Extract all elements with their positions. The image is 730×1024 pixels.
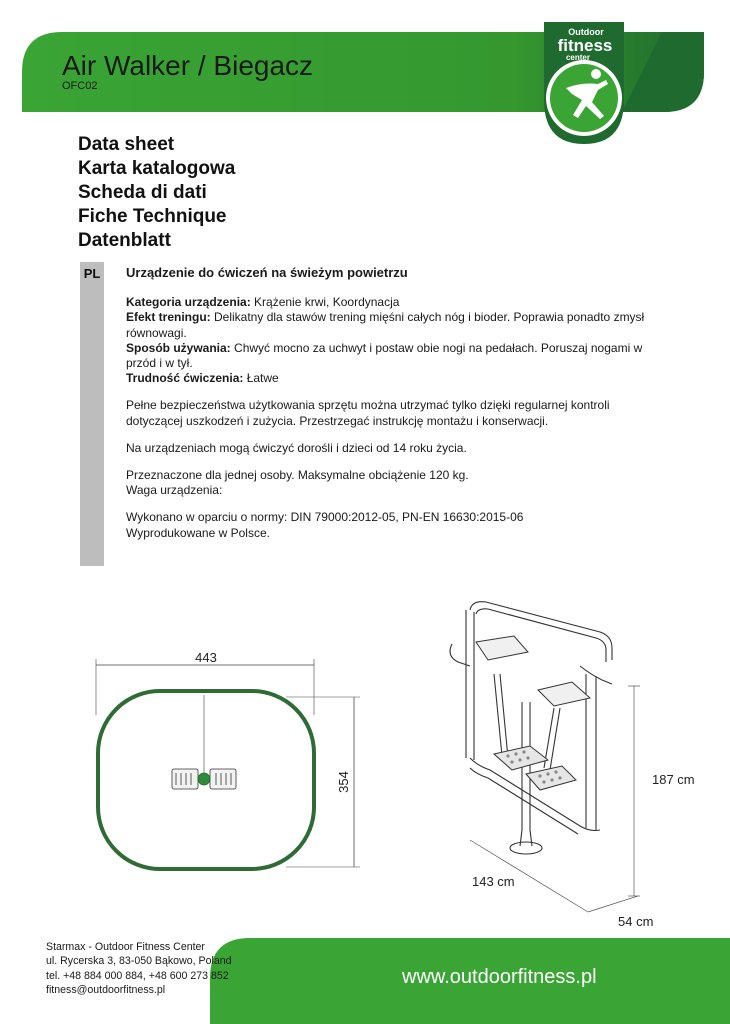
category-value: Krążenie krwi, Koordynacja — [250, 295, 400, 310]
company-address: ul. Rycerska 3, 83-050 Bąkowo, Poland — [46, 955, 232, 968]
category-label: Kategoria urządzenia: — [126, 295, 251, 310]
safety-text: Pełne bezpieczeństwa użytkowania sprzętu można utrzymać tylko dzięki regularnej kontroli dotyczącej uszkodzeń i zużycia. Przestrzegać instrukcję montażu i konserwacji. — [126, 398, 610, 428]
website-link[interactable]: www.outdoorfitness.pl — [402, 966, 597, 988]
language-bar — [80, 262, 104, 566]
usage-label: Sposób używania: — [126, 340, 231, 355]
made-in-text: Wyprodukowane w Polsce. — [126, 525, 270, 540]
description-block — [126, 265, 656, 541]
plan-depth-label: 354 — [336, 771, 351, 793]
difficulty-line — [126, 371, 656, 386]
product-title: Air Walker / Biegacz — [62, 50, 314, 81]
logo-line1: Outdoor — [568, 27, 604, 37]
sheet-title-pl: Karta katalogowa — [78, 158, 236, 179]
brand-logo — [538, 22, 630, 144]
company-phone: tel. +48 884 000 884, +48 600 273 852 — [46, 969, 229, 982]
logo-line3: center — [565, 53, 591, 62]
sheet-title-en: Data sheet — [78, 134, 175, 155]
capacity-text: Przeznaczone dla jednej osoby. Maksymalne obciążenie 120 kg. — [126, 468, 469, 483]
section-heading: Urządzenie do ćwiczeń na świeżym powietrzu — [126, 265, 408, 280]
effect-label: Efekt treningu: — [126, 310, 211, 325]
effect-line — [126, 310, 656, 340]
plan-width-label: 443 — [195, 650, 217, 665]
usage-value: Chwyć mocno za uchwyt i postaw obie nogi na pedałach. Poruszaj nogami w przód i w tył. — [126, 340, 643, 371]
width-dimension: 54 cm — [618, 914, 654, 929]
age-text: Na urządzeniach mogą ćwiczyć dorośli i dzieci od 14 roku życia. — [126, 440, 467, 455]
company-info — [46, 940, 232, 997]
plan-view-drawing — [86, 645, 376, 890]
product-code: OFC02 — [62, 80, 98, 92]
norms-text: Wykonano w oparciu o normy: DIN 79000:2012-05, PN-EN 16630:2015-06 — [126, 510, 524, 525]
language-code: PL — [83, 266, 101, 281]
height-dimension: 187 cm — [652, 772, 695, 787]
sheet-title-fr: Fiche Technique — [78, 206, 227, 227]
company-email[interactable]: fitness@outdoorfitness.pl — [46, 983, 166, 996]
difficulty-label: Trudność ćwiczenia: — [126, 371, 244, 386]
usage-line — [126, 341, 656, 371]
difficulty-value: Łatwe — [243, 371, 279, 386]
weight-text: Waga urządzenia: — [126, 483, 223, 498]
isometric-view-drawing — [430, 590, 710, 935]
sheet-title-de: Datenblatt — [78, 230, 171, 251]
sheet-title-it: Scheda di dati — [78, 182, 207, 203]
length-dimension: 143 cm — [472, 874, 515, 889]
effect-value: Delikatny dla stawów trening mięśni całych nóg i bioder. Poprawia ponadto zmysł równowagi. — [126, 310, 645, 340]
company-name: Starmax - Outdoor Fitness Center — [46, 941, 205, 953]
logo-line2: fitness — [557, 36, 613, 55]
category-line — [126, 295, 656, 310]
